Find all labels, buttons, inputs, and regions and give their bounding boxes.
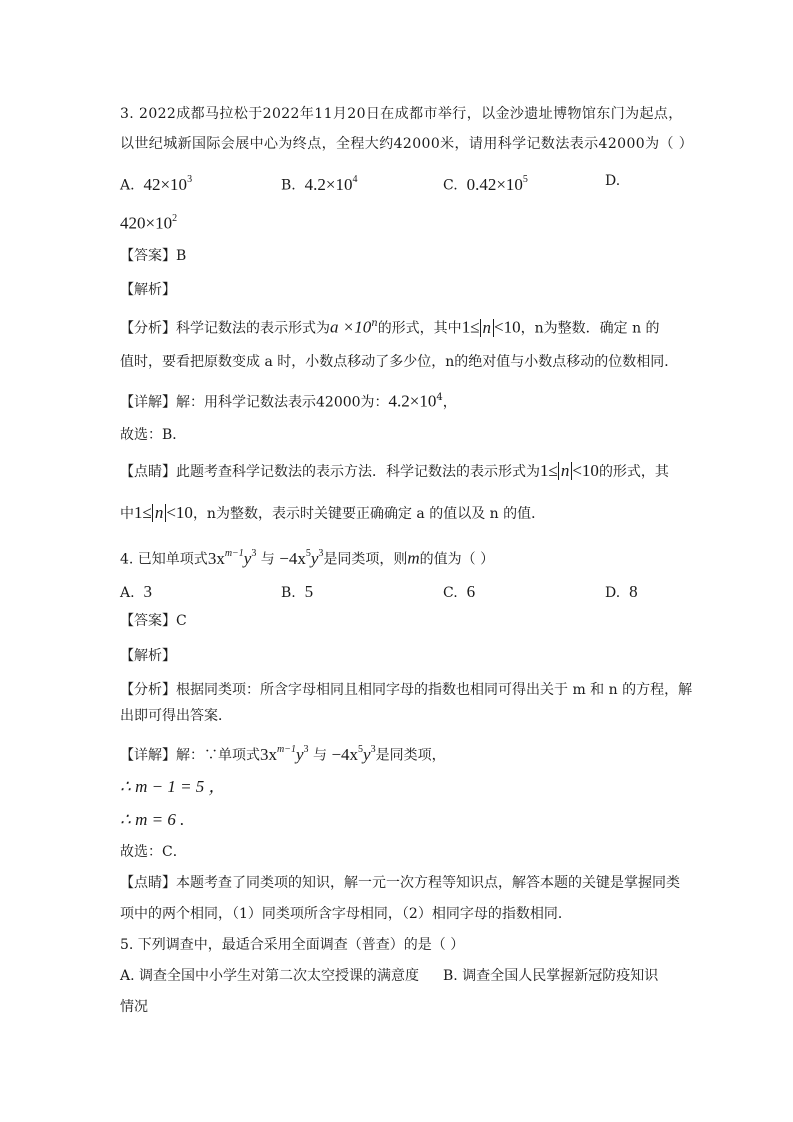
q5-option-b: B. 调查全国人民掌握新冠防疫知识 [443,968,659,984]
q4-stem: 4. 已知单项式$3x^{m-1}y^3$ 与 $-4x^5y^3$是同类项，则m的值为（ ） [120,548,495,568]
q5-stem: 5. 下列调查中，最适合采用全面调查（普查）的是（ ） [120,937,465,953]
q4-fenxi-line2: 出即可得出答案． [120,708,232,724]
q4-step1: ∴ m − 1 = 5 ， [120,777,226,796]
q4-option-c: C. 6 [443,582,476,601]
q4-fenxi-line1: 【分析】根据同类项：所含字母相同且相同字母的指数也相同可得出关于 m 和 n 的方程，解 [120,682,693,698]
q3-option-a: A. $42\times 10^3$ [120,174,193,194]
q4-step2: ∴ m = 6 . [120,810,185,829]
q3-option-d: D. [605,173,621,189]
q3-dianjing-line2: 中1≤ n <10，n为整数，表示时关键要正确确定 a 的值以及 n 的值． [120,503,546,522]
q4-answer: 【答案】C [120,613,187,629]
q4-analysis-title: 【解析】 [120,648,176,664]
q5-option-a: A. 调查全国中小学生对第二次太空授课的满意度 [120,968,420,984]
q3-option-c: C. $0.42\times 10^5$ [443,174,528,194]
q3-option-d-value: $420\times 10^2$ [120,213,178,233]
q4-option-d: D. 8 [605,582,638,601]
q4-dianjing-line2: 项中的两个相同，（1）同类项所含字母相同，（2）相同字母的指数相同． [120,906,572,922]
q3-stem-line1: 3. 2022成都马拉松于2022年11月20日在成都市举行，以金沙遗址博物馆东门为起点， [120,106,683,122]
q3-fenxi-line1: 【分析】科学记数法的表示形式为$a \times 10^n$的形式，其中1≤ n <10，n为整数．确定 n 的 [120,317,660,337]
q3-option-a-value: $42\times 10^3$ [143,174,193,194]
q3-xiangjie: 【详解】解：用科学记数法表示42000为：$4.2\times 10^4$， [120,391,457,411]
q3-option-b-value: $4.2\times 10^4$ [304,174,358,194]
q4-choose: 故选：C． [120,844,187,860]
q3-stem-line2: 以世纪城新国际会展中心为终点，全程大约42000米，请用科学记数法表示42000为（ ） [120,136,694,152]
q4-option-a: A. 3 [120,582,152,601]
q3-analysis-title: 【解析】 [120,282,176,298]
q3-dianjing-line1: 【点睛】此题考查科学记数法的表示方法．科学记数法的表示形式为1≤ n <10的形式，其 [120,461,669,480]
q3-option-b: B. $4.2\times 10^4$ [281,174,358,194]
q4-xiangjie: 【详解】解：∵单项式$3x^{m-1}y^3$ 与 $-4x^5y^3$是同类项， [120,744,446,764]
q4-option-b: B. 5 [281,582,314,601]
q5-option-b-wrap: 情况 [120,999,148,1015]
q3-option-c-value: $0.42\times 10^5$ [466,174,528,194]
q3-choose: 故选：B． [120,427,187,443]
q3-answer: 【答案】B [120,248,187,264]
q3-fenxi-line2: 值时，要看把原数变成 a 时，小数点移动了多少位，n的绝对值与小数点移动的位数相同． [120,354,679,370]
q4-dianjing-line1: 【点睛】本题考查了同类项的知识，解一元一次方程等知识点，解答本题的关键是掌握同类 [120,875,680,891]
